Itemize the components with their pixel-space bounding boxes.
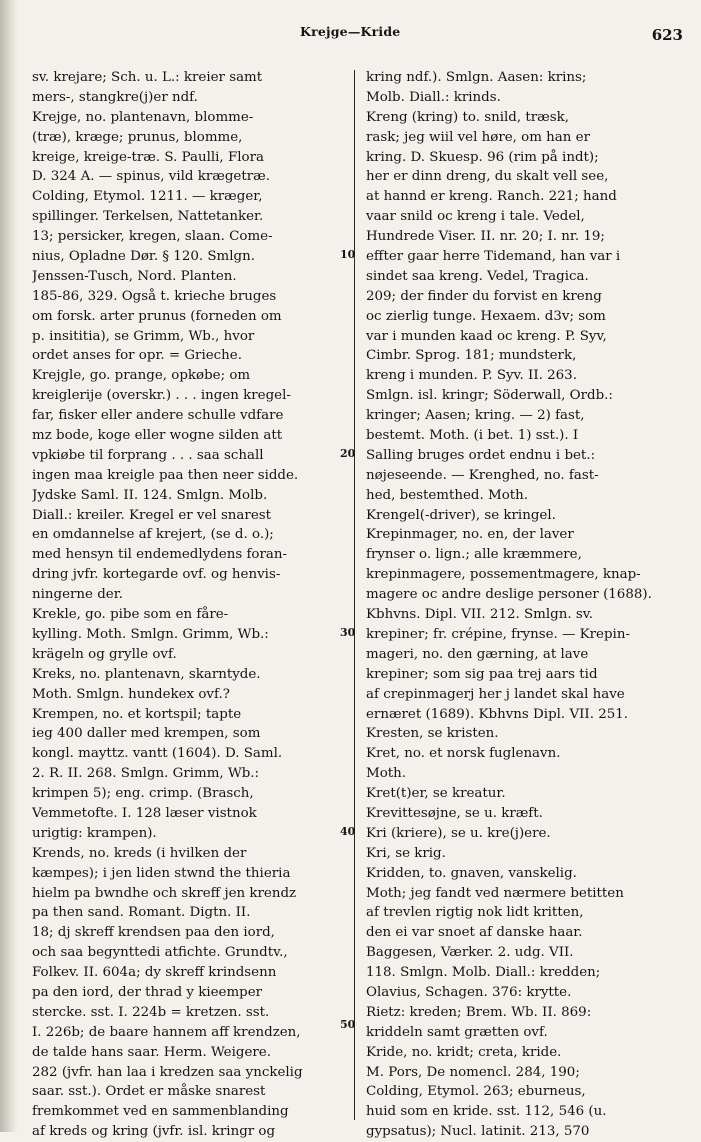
text-line: Vemmetofte. I. 128 læser vistnok <box>32 805 257 821</box>
text-line: gypsatus); Nucl. latinit. 213, 570 <box>366 1124 590 1140</box>
text-line: Hundrede Viser. II. nr. 20; I. nr. 19; <box>366 229 605 245</box>
text-line: krepiner; som sig paa trej aars tid <box>366 666 598 682</box>
text-line: kæmpes); i jen liden stwnd the thieria <box>32 865 291 881</box>
text-line: ningerne der. <box>32 587 123 603</box>
line-number: 20 <box>340 447 356 460</box>
text-line: en omdannelse af krejert, (se d. o.); <box>32 527 274 543</box>
page-edge-shadow <box>0 0 18 1132</box>
left-column <box>32 68 342 1142</box>
text-line: 282 (jvfr. han laa i kredzen saa ynckelig <box>32 1064 303 1080</box>
text-line: mz bode, koge eller wogne silden att <box>32 428 283 444</box>
text-line: den ei var snoet af danske haar. <box>366 925 583 941</box>
page-number: 623 <box>651 26 683 44</box>
text-line: rask; jeg wiil vel høre, om han er <box>366 129 590 145</box>
text-line: Krejgle, go. prange, opkøbe; om <box>32 368 251 384</box>
text-line: ernæret (1689). Kbhvns Dipl. VII. 251. <box>366 706 629 722</box>
text-line: kreiglerije (overskr.) . . . ingen kregel- <box>32 388 291 404</box>
text-line: huid som en kride. sst. 112, 546 (u. <box>366 1104 607 1120</box>
text-line: var i munden kaad oc kreng. P. Syv, <box>366 328 607 344</box>
text-line: Salling bruges ordet endnu i bet.: <box>366 447 596 463</box>
text-line: Olavius, Schagen. 376: krytte. <box>366 984 572 1000</box>
line-number: 40 <box>340 825 356 838</box>
text-line: 118. Smlgn. Molb. Diall.: kredden; <box>366 965 601 981</box>
text-line: her er dinn dreng, du skalt vell see, <box>366 169 609 185</box>
text-line: Krepinmager, no. en, der laver <box>366 527 574 543</box>
text-line: 13; persicker, kregen, slaan. Come- <box>32 229 273 245</box>
text-line: krepiner; fr. crépine, frynse. — Krepin- <box>366 626 630 642</box>
text-line: Kreng (kring) to. snild, træsk, <box>366 109 569 125</box>
text-line: nius, Opladne Dør. § 120. Smlgn. <box>32 249 255 265</box>
text-line: kring ndf.). Smlgn. Aasen: krins; <box>366 70 587 85</box>
text-line: stercke. sst. I. 224b = kretzen. sst. <box>32 1004 270 1020</box>
text-line: sindet saa kreng. Vedel, Tragica. <box>366 268 589 284</box>
text-line: mageri, no. den gærning, at lave <box>366 646 589 662</box>
text-line: Krejge, no. plantenavn, blomme- <box>32 109 254 125</box>
running-head: Krejge—Kride <box>300 24 401 39</box>
text-line: saar. sst.). Ordet er måske snarest <box>32 1084 266 1100</box>
right-column <box>366 68 684 1142</box>
text-line: kreng i munden. P. Syv. II. 263. <box>366 368 577 384</box>
text-line: magere oc andre deslige personer (1688). <box>366 587 652 603</box>
text-line: Krekle, go. pibe som en fåre- <box>32 607 229 623</box>
text-line: af trevlen rigtig nok lidt kritten, <box>366 905 584 921</box>
line-number: 10 <box>340 248 356 261</box>
page-header <box>0 24 701 44</box>
text-line: Moth. <box>366 766 407 782</box>
text-line: Colding, Etymol. 263; eburneus, <box>366 1084 586 1100</box>
text-line: Kri (kriere), se u. kre(j)ere. <box>366 825 551 841</box>
text-line: kriddeln samt grætten ovf. <box>366 1024 548 1040</box>
text-line: hielm pa bwndhe och skreff jen krendz <box>32 885 297 901</box>
text-line: Kret(t)er, se kreatur. <box>366 786 506 802</box>
text-line: pa den iord, der thrad y kieemper <box>32 984 263 1000</box>
text-line: med hensyn til endemedlydens foran- <box>32 547 288 563</box>
text-line: Kride, no. kridt; creta, kride. <box>366 1044 562 1060</box>
text-line: kreige, kreige-træ. S. Paulli, Flora <box>32 149 264 165</box>
text-line: nøjeseende. — Krenghed, no. fast- <box>366 467 599 483</box>
text-line: 185-86, 329. Også t. krieche bruges <box>32 288 277 304</box>
text-line: oc zierlig tunge. Hexaem. d3v; som <box>366 308 606 324</box>
text-line: (træ), kræge; prunus, blomme, <box>32 129 243 145</box>
text-line: far, fisker eller andere schulle vdfare <box>32 408 284 424</box>
text-line: D. 324 A. — spinus, vild krægetræ. <box>32 169 270 185</box>
text-line: ieg 400 daller med krempen, som <box>32 726 261 742</box>
text-line: Cimbr. Sprog. 181; mundsterk, <box>366 348 577 364</box>
text-line: I. 226b; de baare hannem aff krendzen, <box>32 1024 301 1040</box>
line-number: 30 <box>340 626 356 639</box>
text-line: Kbhvns. Dipl. VII. 212. Smlgn. sv. <box>366 607 593 623</box>
text-line: spillinger. Terkelsen, Nattetanker. <box>32 209 264 225</box>
text-line: dring jvfr. kortegarde ovf. og henvis- <box>32 567 281 583</box>
text-line: af crepinmagerj her j landet skal have <box>366 686 625 702</box>
text-line: om forsk. arter prunus (forneden om <box>32 308 282 324</box>
text-line: kylling. Moth. Smlgn. Grimm, Wb.: <box>32 626 269 642</box>
text-line: af kreds og kring (jvfr. isl. kringr og <box>32 1124 276 1140</box>
text-line: Kridden, to. gnaven, vanskelig. <box>366 865 577 881</box>
text-line: Colding, Etymol. 1211. — kræger, <box>32 189 263 205</box>
text-line: Smlgn. isl. kringr; Söderwall, Ordb.: <box>366 388 613 404</box>
text-line: 209; der finder du forvist en kreng <box>366 288 602 304</box>
text-line: de talde hans saar. Herm. Weigere. <box>32 1044 271 1060</box>
text-line: krimpen 5); eng. crimp. (Brasch, <box>32 786 254 802</box>
text-line: ingen maa kreigle paa then neer sidde. <box>32 467 299 483</box>
text-line: vaar snild oc kreng i tale. Vedel, <box>366 209 585 225</box>
text-line: pa then sand. Romant. Digtn. II. <box>32 905 251 921</box>
text-line: Krengel(-driver), se kringel. <box>366 507 556 523</box>
text-line: kring. D. Skuesp. 96 (rim på indt); <box>366 149 599 165</box>
text-line: Folkev. II. 604a; dy skreff krindsenn <box>32 965 277 981</box>
text-line: Rietz: kreden; Brem. Wb. II. 869: <box>366 1004 592 1020</box>
text-line: kongl. mayttz. vantt (1604). D. Saml. <box>32 746 283 762</box>
text-line: Jydske Saml. II. 124. Smlgn. Molb. <box>32 487 268 503</box>
text-line: Diall.: kreiler. Kregel er vel snarest <box>32 507 271 523</box>
text-line: M. Pors, De nomencl. 284, 190; <box>366 1064 580 1080</box>
text-line: krägeln og grylle ovf. <box>32 646 177 662</box>
text-line: Kret, no. et norsk fuglenavn. <box>366 746 561 762</box>
text-line: ordet anses for opr. = Grieche. <box>32 348 242 364</box>
text-line: effter gaar herre Tidemand, han var i <box>366 249 621 265</box>
text-line: sv. krejare; Sch. u. L.: kreier samt <box>32 70 263 85</box>
text-line: Moth. Smlgn. hundekex ovf.? <box>32 686 230 702</box>
text-line: Kri, se krig. <box>366 845 446 861</box>
text-line: 18; dj skreff krendsen paa den iord, <box>32 925 275 941</box>
line-number: 50 <box>340 1018 356 1031</box>
text-line: Jenssen-Tusch, Nord. Planten. <box>32 268 237 284</box>
text-line: at hannd er kreng. Ranch. 221; hand <box>366 189 617 205</box>
text-line: fremkommet ved en sammenblanding <box>32 1104 289 1120</box>
text-line: urigtig: krampen). <box>32 825 157 841</box>
text-line: och saa begynttedi atfichte. Grundtv., <box>32 945 288 961</box>
text-line: Molb. Diall.: krinds. <box>366 89 501 105</box>
text-line: bestemt. Moth. (i bet. 1) sst.). I <box>366 428 579 444</box>
text-line: Krends, no. kreds (i hvilken der <box>32 845 247 861</box>
column-divider <box>354 70 355 1120</box>
text-line: Baggesen, Værker. 2. udg. VII. <box>366 945 574 961</box>
text-line: Krempen, no. et kortspil; tapte <box>32 706 242 722</box>
text-line: mers-, stangkre(j)er ndf. <box>32 89 198 105</box>
text-line: hed, bestemthed. Moth. <box>366 487 529 503</box>
text-line: kringer; Aasen; kring. — 2) fast, <box>366 408 585 424</box>
text-line: p. insititia), se Grimm, Wb., hvor <box>32 328 255 344</box>
text-line: Krevittesøjne, se u. kræft. <box>366 805 543 821</box>
text-line: vpkiøbe til forprang . . . saa schall <box>32 447 264 463</box>
text-line: Kresten, se kristen. <box>366 726 499 742</box>
text-line: Moth; jeg fandt ved nærmere betitten <box>366 885 624 901</box>
text-line: 2. R. II. 268. Smlgn. Grimm, Wb.: <box>32 766 260 782</box>
text-line: frynser o. lign.; alle kræmmere, <box>366 547 582 563</box>
text-line: krepinmagere, possementmagere, knap- <box>366 567 641 583</box>
text-line: Kreks, no. plantenavn, skarntyde. <box>32 666 261 682</box>
